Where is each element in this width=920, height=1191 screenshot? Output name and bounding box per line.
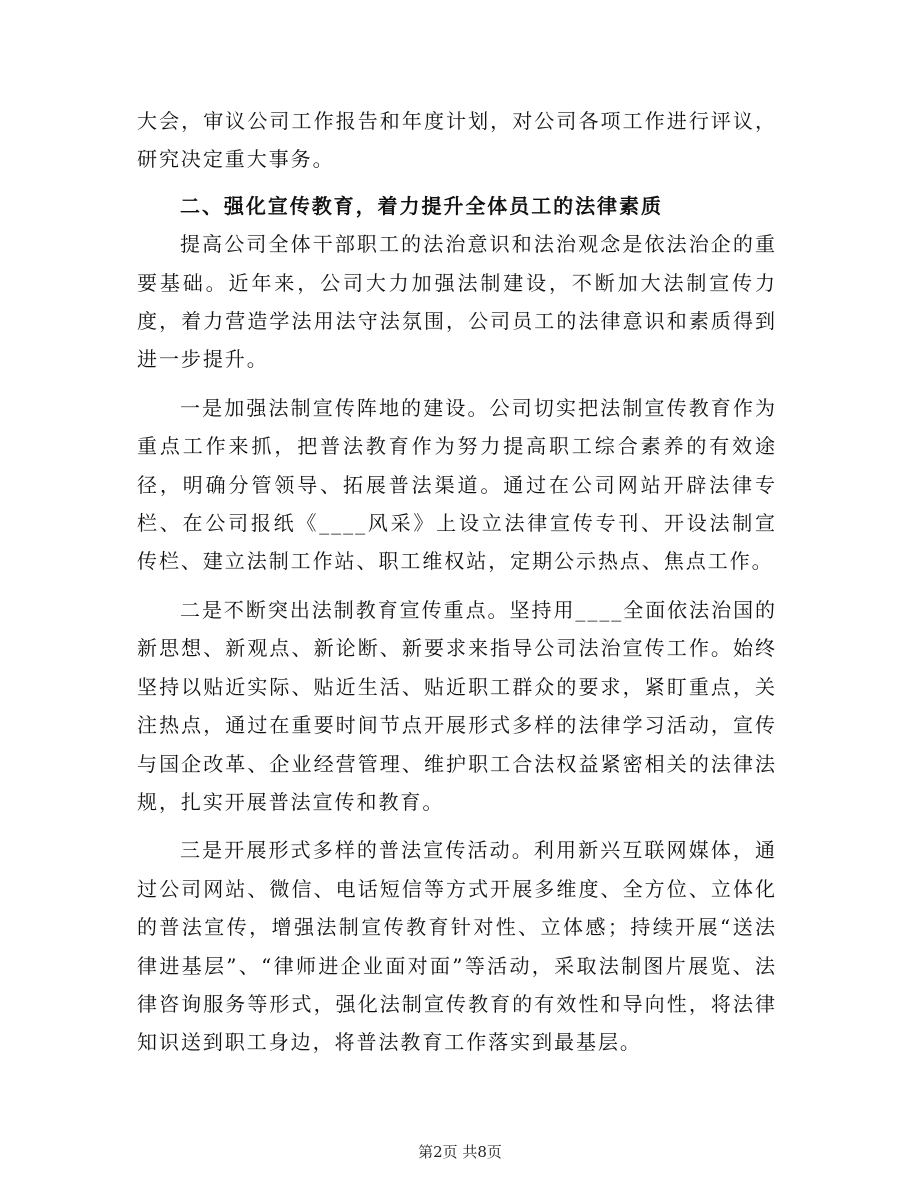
page-number-footer: 第2页 共8页	[418, 1143, 502, 1161]
document-body	[137, 102, 777, 1062]
paragraph-item-3: 三是开展形式多样的普法宣传活动。利用新兴互联网媒体，通过公司网站、微信、电话短信等方式开展多维度、全方位、立体化的普法宣传，增强法制宣传教育针对性、立体感；持续开展“送法律进基层”、“律师进企业面对面”等活动，采取法制图片展览、法律咨询服务等形式，强化法制宣传教育的有效性和导向性，将法律知识送到职工身边，将普法教育工作落实到最基层。	[137, 838, 777, 1055]
section-heading: 二、强化宣传教育，着力提升全体员工的法律素质	[180, 193, 663, 218]
paragraph-continuation: 大会，审议公司工作报告和年度计划，对公司各项工作进行评议，研究决定重大事务。	[137, 109, 777, 172]
paragraph-item-2: 二是不断突出法制教育宣传重点。坚持用____全面依法治国的新思想、新观点、新论断、新要求来指导公司法治宣传工作。始终坚持以贴近实际、贴近生活、贴近职工群众的要求，紧盯重点，关注热点，通过在重要时间节点开展形式多样的法律学习活动，宣传与国企改革、企业经营管理、维护职工合法权益紧密相关的法律法规，扎实开展普法宣传和教育。	[137, 597, 777, 814]
paragraph-item-1: 一是加强法制宣传阵地的建设。公司切实把法制宣传教育作为重点工作来抓，把普法教育作为努力提高职工综合素养的有效途径，明确分管领导、拓展普法渠道。通过在公司网站开辟法律专栏、在公司报纸《____风采》上设立法律宣传专刊、开设法制宣传栏、建立法制工作站、职工维权站，定期公示热点、焦点工作。	[137, 395, 777, 574]
paragraph-intro: 提高公司全体干部职工的法治意识和法治观念是依法治企的重要基础。近年来，公司大力加强法制建设，不断加大法制宣传力度，着力营造学法用法守法氛围，公司员工的法律意识和素质得到进一步提升。	[137, 232, 777, 372]
